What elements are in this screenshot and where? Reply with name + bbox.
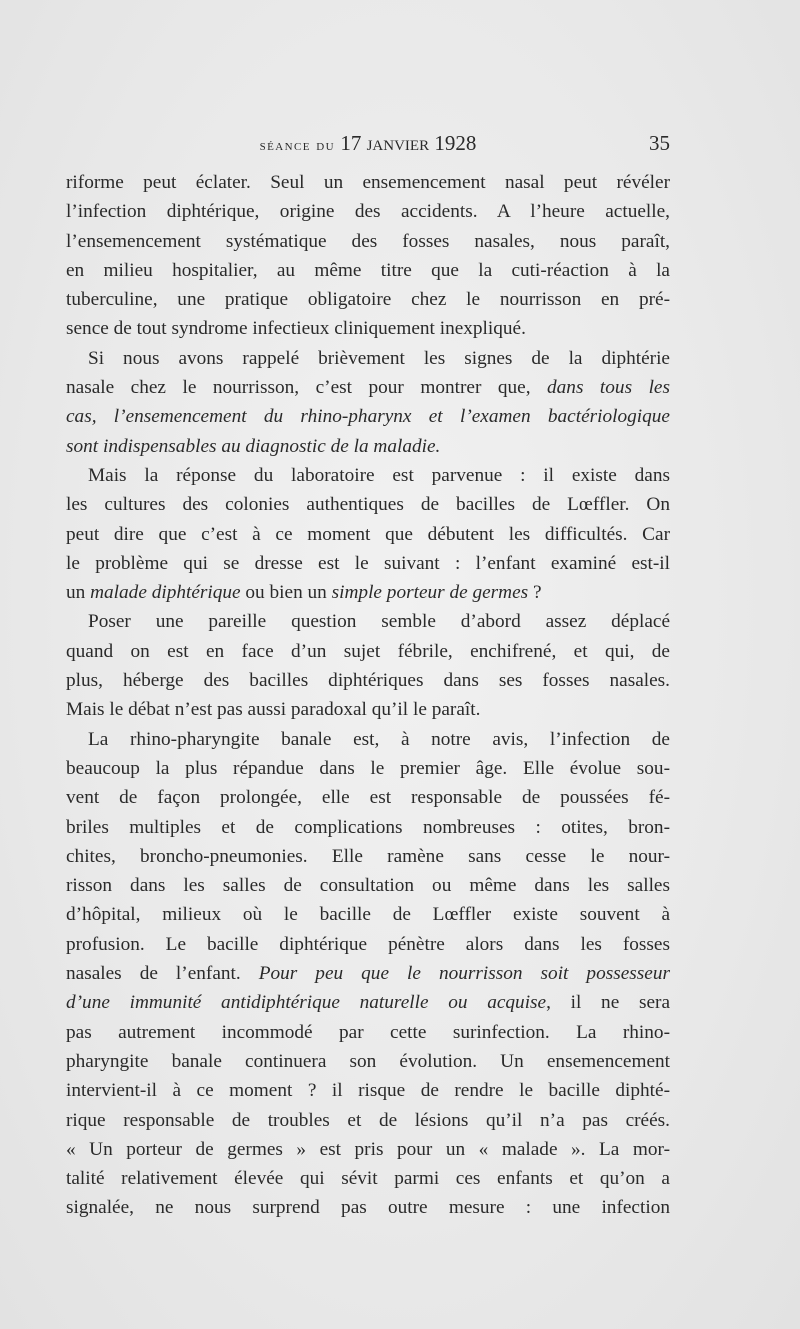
running-header [66,131,670,157]
text-line: l’ensemencement systématique des fosses nasales, nous paraît, [66,230,670,252]
text-line: riforme peut éclater. Seul un ensemencement nasal peut révéler [66,172,670,193]
text-line: le problème qui se dresse est le suivant : l’enfant examiné est-il [66,552,670,574]
text-line: Mais le débat n’est pas aussi paradoxal qu’il le paraît. [66,699,481,721]
text-line: quand on est en face d’un sujet fébrile, enchifrené, et qui, de [66,640,670,662]
running-head-prefix: séance du [259,137,341,154]
text-line: peut dire que c’est à ce moment que débutent les difficultés. Car [66,523,670,545]
text-line: Poser une pareille question semble d’abord assez déplacé [88,611,670,633]
text-line: signalée, ne nous surprend pas outre mesure : une infection [66,1197,670,1219]
page-number: 35 [649,131,670,155]
running-head-date: 17 janvier 1928 [340,131,477,155]
text-line: rique responsable de troubles et de lésions qu’il n’a pas créés. [66,1109,670,1131]
text-line: profusion. Le bacille diphtérique pénètre alors dans les fosses [66,933,670,955]
text-line: d’hôpital, milieux où le bacille de Lœffler existe souvent à [66,904,670,926]
text-line: risson dans les salles de consultation ou même dans les salles [66,875,670,897]
text-line: pharyngite banale continuera son évolution. Un ensemencement [66,1050,670,1072]
text-line: sont indispensables au diagnostic de la maladie. [66,435,441,457]
text-line: tuberculine, une pratique obligatoire chez le nourrisson en pré- [66,289,670,311]
running-head [66,131,670,156]
text-line: chites, broncho-pneumonies. Elle ramène sans cesse le nour- [66,845,670,867]
text-line: Si nous avons rappelé brièvement les signes de la diphtérie [88,347,670,369]
text-line: pas autrement incommodé par cette surinfection. La rhino- [66,1021,670,1043]
text-line: nasales de l’enfant. Pour peu que le nourrisson soit possesseur [66,963,670,985]
text-line: La rhino-pharyngite banale est, à notre avis, l’infection de [88,728,670,750]
text-line: plus, héberge des bacilles diphtériques dans ses fosses nasales. [66,670,670,692]
text-line: nasale chez le nourrisson, c’est pour montrer que, dans tous les [66,377,670,399]
body-text [66,168,670,1223]
text-line: vent de façon prolongée, elle est responsable de poussées fé- [66,787,670,809]
text-line: Mais la réponse du laboratoire est parvenue : il existe dans [88,464,670,486]
text-line: l’infection diphtérique, origine des accidents. A l’heure actuelle, [66,201,670,223]
text-line: « Un porteur de germes » est pris pour un « malade ». La mor- [66,1138,670,1160]
text-line: les cultures des colonies authentiques de bacilles de Lœffler. On [66,494,670,516]
text-line: sence de tout syndrome infectieux cliniquement inexpliqué. [66,318,526,340]
text-line: d’une immunité antidiphtérique naturelle ou acquise, il ne sera [66,992,670,1014]
text-line: intervient-il à ce moment ? il risque de rendre le bacille diphté- [66,1080,670,1102]
text-line: beaucoup la plus répandue dans le premier âge. Elle évolue sou- [66,757,670,779]
text-line: talité relativement élevée qui sévit parmi ces enfants et qu’on a [66,1168,670,1190]
text-line: un malade diphtérique ou bien un simple porteur de germes ? [66,582,542,604]
text-line: briles multiples et de complications nombreuses : otites, bron- [66,816,670,838]
text-line: en milieu hospitalier, au même titre que la cuti-réaction à la [66,259,670,281]
text-line: cas, l’ensemencement du rhino-pharynx et l’examen bactériologique [66,406,670,428]
